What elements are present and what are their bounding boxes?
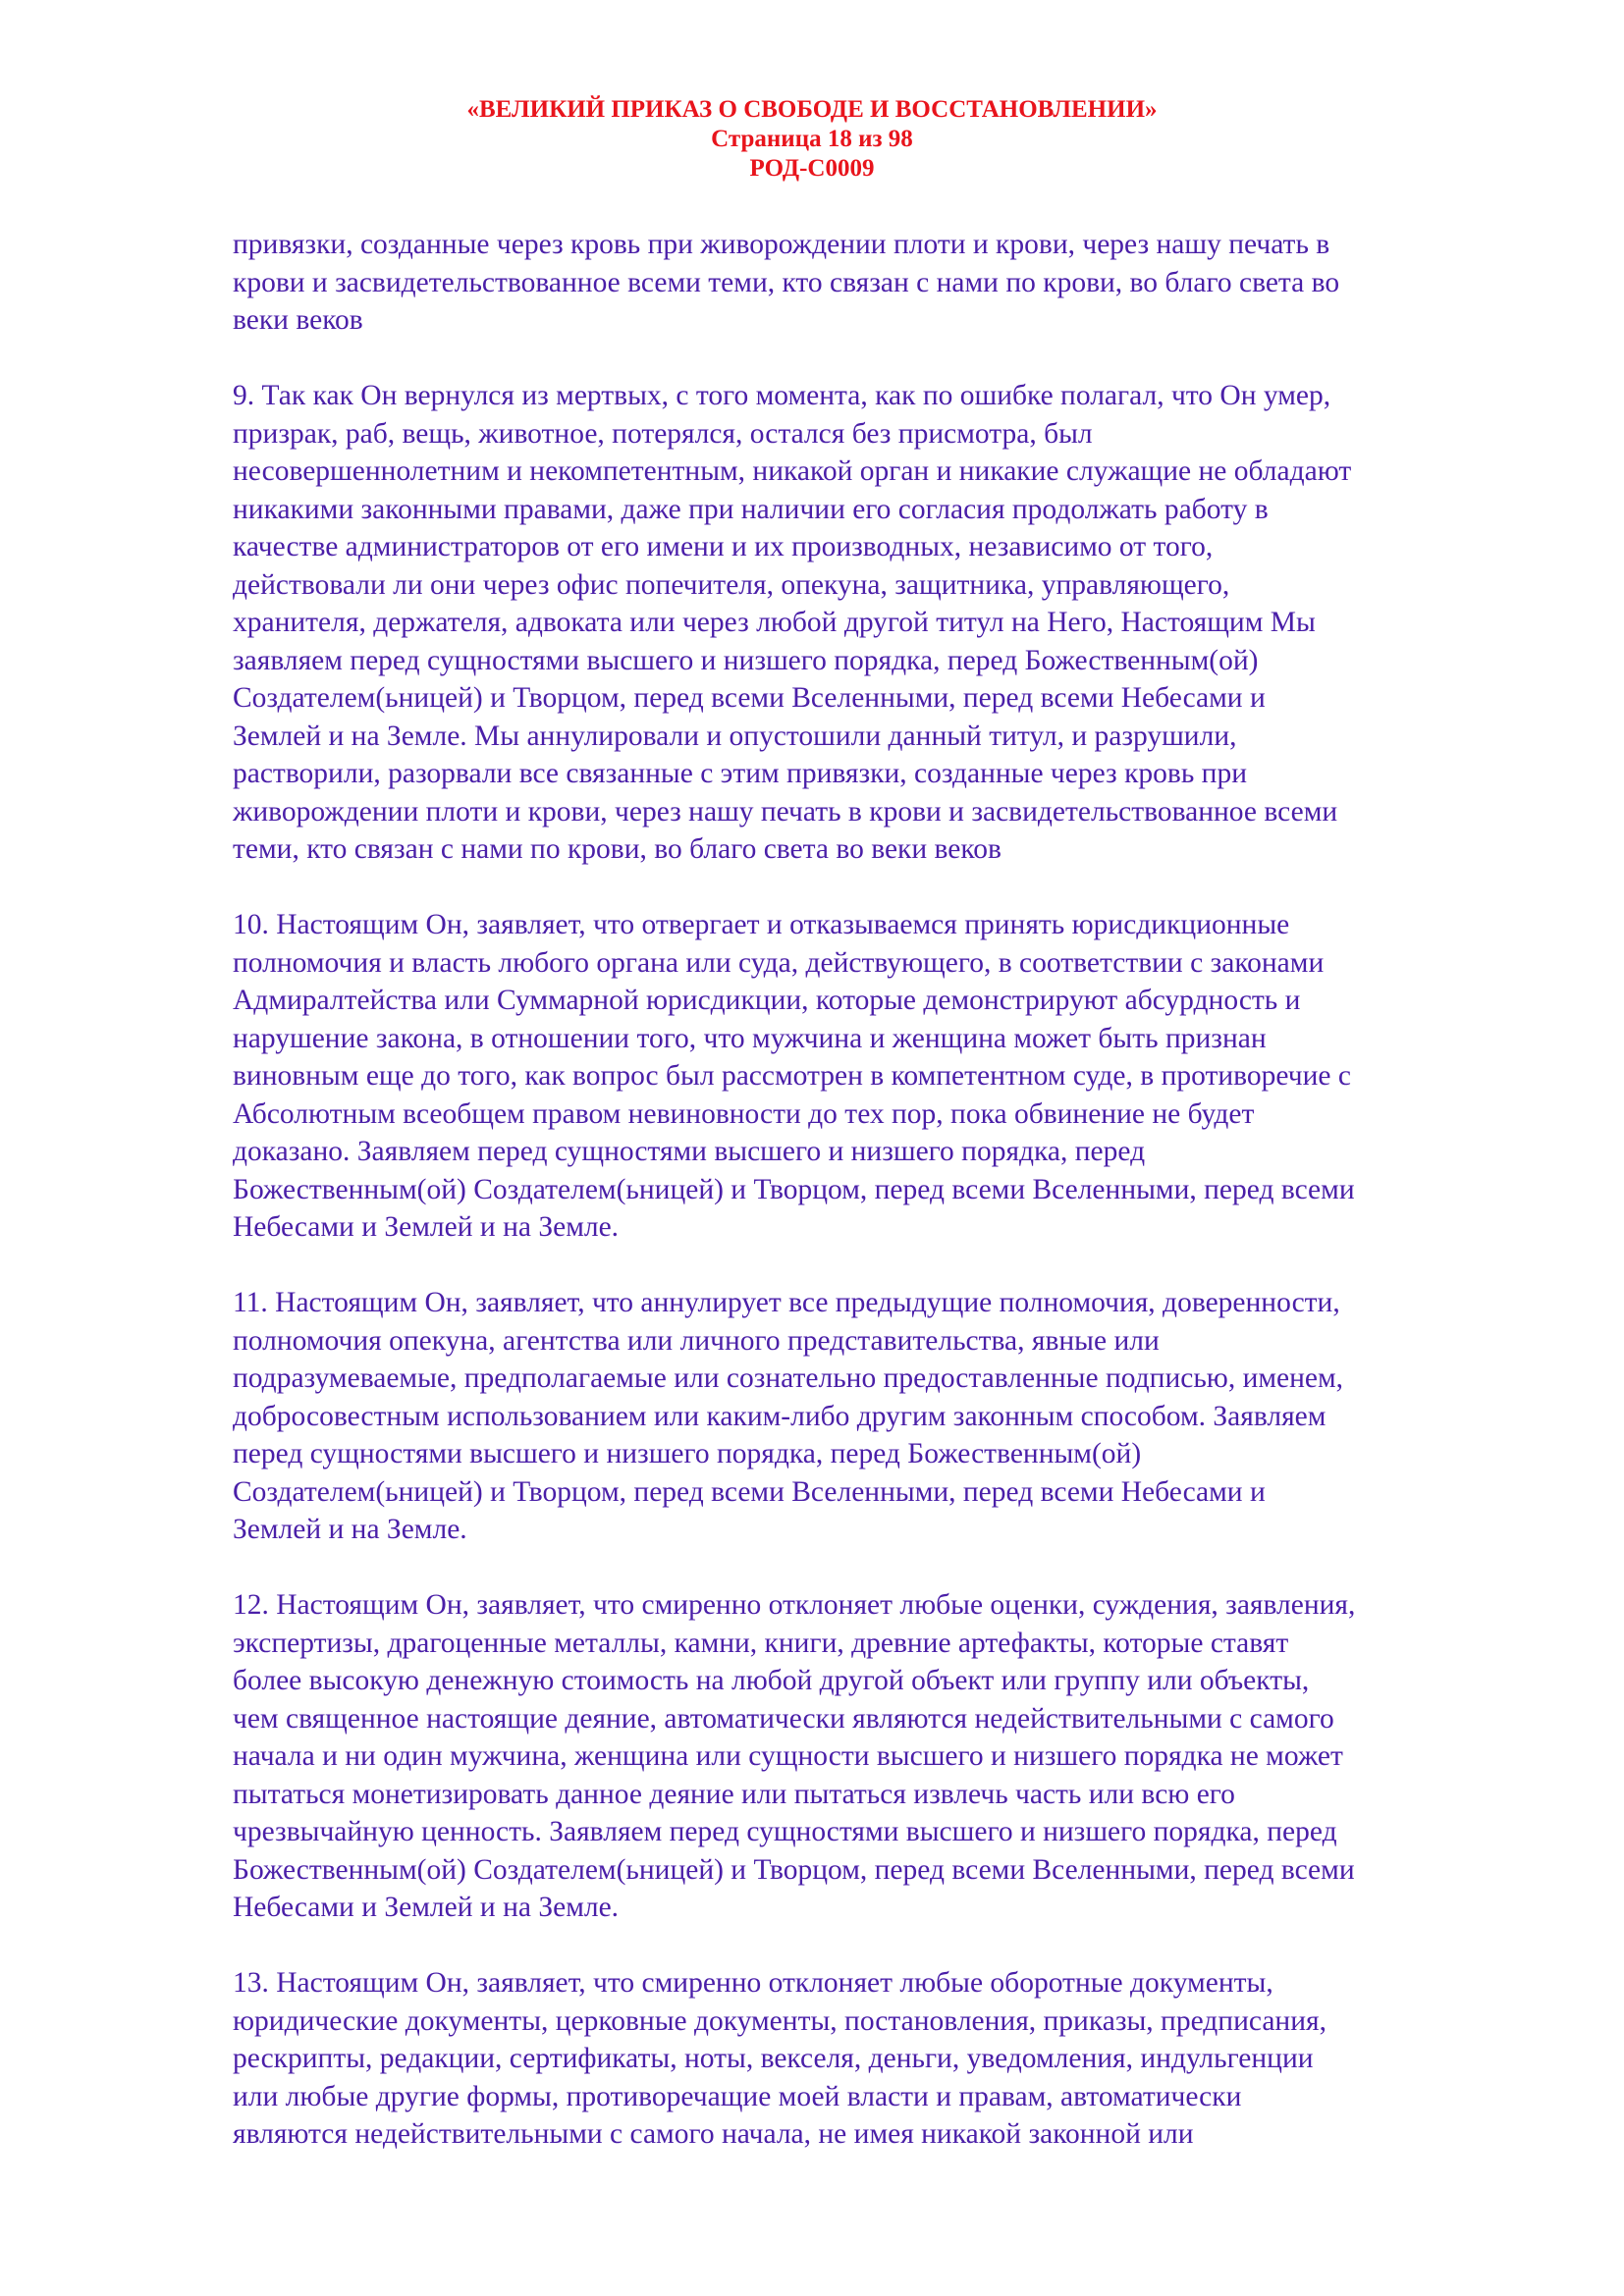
text-line: доказано. Заявляем перед сущностями высшего и низшего порядка, перед — [233, 1136, 1146, 1167]
paragraph — [233, 1964, 1539, 2154]
text-line: юридические документы, церковные документы, постановления, приказы, предписания, — [233, 2004, 1326, 2037]
text-line: рескрипты, редакции, сертификаты, ноты, векселя, деньги, уведомления, индульгенции — [233, 2043, 1314, 2074]
page-counter: Страница 18 из 98 — [711, 126, 913, 152]
text-line: веки веков — [233, 304, 363, 336]
text-line: 12. Настоящим Он, заявляет, что смиренно отклоняет любые оценки, суждения, заявления, — [233, 1589, 1356, 1621]
text-line: Создателем(ьницей) и Творцом, перед всеми Вселенными, перед всеми Небесами и — [233, 1475, 1266, 1508]
text-line: экспертизы, драгоценные металлы, камни, книги, древние артефакты, которые ставят — [233, 1627, 1289, 1659]
text-line: хранителя, держателя, адвоката или через любой другой титул на Него, Настоящим Мы — [233, 607, 1316, 638]
text-line: Землей и на Земле. — [233, 1514, 467, 1545]
text-line: действовали ли они через офис попечителя, опекуна, защитника, управляющего, — [233, 568, 1230, 601]
text-line: перед сущностями высшего и низшего порядка, перед Божественным(ой) — [233, 1438, 1142, 1469]
text-line: являются недействительными с самого начала, не имея никакой законной или — [233, 2118, 1194, 2150]
text-line: начала и ни один мужчина, женщина или сущности высшего и низшего порядка не может — [233, 1740, 1343, 1772]
text-line: виновным еще до того, как вопрос был рассмотрен в компетентном суде, в противоречие с — [233, 1060, 1351, 1092]
paragraph — [233, 226, 1539, 340]
text-line: полномочия и власть любого органа или суда, действующего, в соответствии с законами — [233, 946, 1325, 979]
text-line: или любые другие формы, противоречащие моей власти и правам, автоматически — [233, 2080, 1242, 2112]
paragraph — [233, 906, 1539, 1247]
text-line: чрезвычайную ценность. Заявляем перед сущностями высшего и низшего порядка, перед — [233, 1816, 1337, 1847]
text-line: полномочия опекуна, агентства или личного представительства, явные или — [233, 1324, 1160, 1357]
text-line: призрак, раб, вещь, животное, потерялся, остался без присмотра, был — [233, 417, 1093, 450]
text-line: Абсолютным всеобщем правом невиновности до тех пор, пока обвинение не будет — [233, 1097, 1255, 1130]
text-line: Божественным(ой) Создателем(ьницей) и Творцом, перед всеми Вселенными, перед всеми — [233, 1853, 1355, 1886]
text-line: 10. Настоящим Он, заявляет, что отвергает и отказываемся принять юрисдикционные — [233, 909, 1290, 940]
document-header — [0, 95, 1624, 184]
text-line: 11. Настоящим Он, заявляет, что аннулирует все предыдущие полномочия, доверенности, — [233, 1287, 1340, 1318]
text-line: нарушение закона, в отношении того, что мужчина и женщина может быть признан — [233, 1022, 1267, 1054]
text-line: чем священное настоящие деяние, автоматически являются недействительными с самого — [233, 1702, 1334, 1735]
document-code: РОД-С0009 — [749, 155, 875, 182]
document-title: «ВЕЛИКИЙ ПРИКАЗ О СВОБОДЕ И ВОССТАНОВЛЕНИИ» — [466, 96, 1158, 123]
text-line: никакими законными правами, даже при наличии его согласия продолжать работу в — [233, 493, 1269, 525]
text-line: растворили, разорвали все связанные с этим привязки, созданные через кровь при — [233, 758, 1248, 789]
text-line: 13. Настоящим Он, заявляет, что смиренно отклоняет любые оборотные документы, — [233, 1967, 1273, 1999]
text-line: пытаться монетизировать данное деяние или пытаться извлечь часть или всю его — [233, 1778, 1235, 1810]
text-line: Божественным(ой) Создателем(ьницей) и Творцом, перед всеми Вселенными, перед всеми — [233, 1173, 1355, 1205]
text-line: качестве администраторов от его имени и их производных, независимо от того, — [233, 531, 1214, 562]
text-line: Создателем(ьницей) и Творцом, перед всеми Вселенными, перед всеми Небесами и — [233, 682, 1266, 714]
text-line: живорождении плоти и крови, через нашу печать в крови и засвидетельствованное всеми — [233, 795, 1338, 828]
text-line: крови и засвидетельствованное всеми теми, кто связан с нами по крови, во благо света во — [233, 266, 1340, 298]
document-body — [233, 226, 1539, 2191]
text-line: заявляем перед сущностями высшего и низшего порядка, перед Божественным(ой) — [233, 644, 1259, 676]
text-line: 9. Так как Он вернулся из мертвых, с того момента, как по ошибке полагал, что Он умер, — [233, 380, 1331, 411]
text-line: Небесами и Землей и на Земле. — [233, 1892, 620, 1923]
text-line: подразумеваемые, предполагаемые или сознательно предоставленные подписью, именем, — [233, 1362, 1344, 1394]
paragraph — [233, 377, 1539, 869]
text-line: теми, кто связан с нами по крови, во благо света во веки веков — [233, 833, 1001, 865]
text-line: добросовестным использованием или каким-либо другим законным способом. Заявляем — [233, 1400, 1326, 1432]
text-line: более высокую денежную стоимость на любой другой объект или группу или объекты, — [233, 1665, 1310, 1696]
text-line: несовершеннолетним и некомпетентным, никакой орган и никакие служащие не обладают — [233, 455, 1352, 487]
text-line: Небесами и Землей и на Земле. — [233, 1211, 620, 1243]
paragraph — [233, 1284, 1539, 1549]
text-line: привязки, созданные через кровь при живорождении плоти и крови, через нашу печать в — [233, 229, 1330, 260]
text-line: Адмиралтейства или Суммарной юрисдикции, которые демонстрируют абсурдность и — [233, 985, 1301, 1016]
paragraph — [233, 1586, 1539, 1927]
text-line: Землей и на Земле. Мы аннулировали и опустошили данный титул, и разрушили, — [233, 720, 1237, 752]
